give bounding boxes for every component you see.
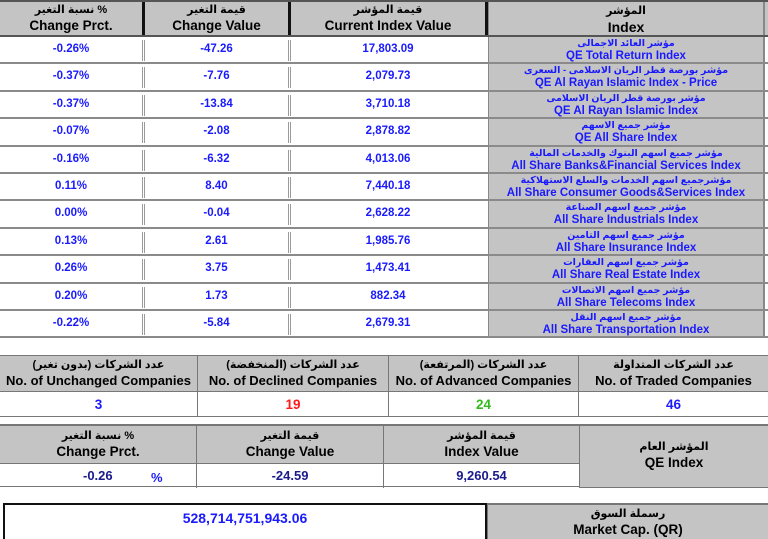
- index-name-cell[interactable]: مؤشر بورصة قطر الريان الاسلامى QE Al Rayan Islamic Index: [488, 92, 765, 117]
- change-prct-cell: -0.16%: [52, 152, 90, 165]
- qe-change-value-header: قيمة التغير Change Value: [197, 424, 383, 464]
- change-prct-cell: -0.37%: [52, 70, 90, 83]
- header-current-value: قيمة المؤشر Current Index Value: [324, 4, 452, 33]
- table-row[interactable]: [0, 147, 768, 174]
- change-prct-cell: 0.26%: [54, 262, 88, 275]
- qe-index-value: 9,260.54: [384, 465, 579, 487]
- current-value-cell: 1,985.76: [365, 234, 411, 247]
- table-row[interactable]: [0, 256, 768, 283]
- change-value-cell: -13.84: [200, 97, 233, 110]
- table-row[interactable]: [0, 201, 768, 228]
- change-value-cell: -47.26: [200, 43, 233, 55]
- table-row[interactable]: [0, 92, 768, 119]
- change-value-cell: -0.04: [203, 207, 230, 220]
- table-row[interactable]: [0, 284, 768, 311]
- traded-companies-value: 46: [579, 392, 768, 417]
- index-name-cell[interactable]: مؤشر جميع اسهم النقل All Share Transportation Index: [488, 311, 765, 336]
- change-value-cell: 2.61: [205, 234, 228, 247]
- declined-companies-header: عدد الشركات (المنخفضة) No. of Declined Companies: [198, 355, 388, 392]
- qe-index-label: المؤشر العام QE Index: [580, 424, 768, 488]
- current-value-cell: 2,878.82: [365, 125, 411, 138]
- index-name-cell[interactable]: مؤشر جميع اسهم الاتصالات All Share Telecoms Index: [488, 284, 765, 309]
- change-prct-cell: 0.20%: [54, 289, 88, 302]
- column-divider: [388, 355, 389, 417]
- table-row[interactable]: [0, 311, 768, 338]
- index-table-header: [0, 0, 768, 37]
- table-row[interactable]: [0, 229, 768, 256]
- change-prct-cell: -0.37%: [52, 97, 90, 110]
- index-name-cell[interactable]: مؤشر العائد الاجمالى QE Total Return Index: [488, 37, 765, 62]
- change-value-cell: 8.40: [205, 180, 228, 192]
- table-row[interactable]: [0, 174, 768, 201]
- change-value-cell: -5.84: [203, 317, 230, 329]
- change-value-cell: 1.73: [205, 289, 228, 302]
- change-prct-cell: 0.13%: [54, 234, 88, 247]
- header-index: المؤشر Index: [488, 2, 765, 35]
- declined-companies-value: 19: [198, 392, 388, 417]
- column-divider: [578, 355, 579, 417]
- current-value-cell: 4,013.06: [365, 152, 411, 165]
- header-change-value: قيمة التغير Change Value: [172, 4, 261, 33]
- change-prct-cell: -0.22%: [52, 317, 90, 329]
- column-divider: [383, 424, 384, 488]
- current-value-cell: 17,803.09: [362, 43, 414, 55]
- current-value-cell: 1,473.41: [365, 262, 411, 275]
- table-row[interactable]: [0, 119, 768, 146]
- header-change-prct: نسبة التغير % Change Prct.: [29, 4, 113, 33]
- table-row[interactable]: [0, 64, 768, 91]
- market-cap-value: 528,714,751,943.06: [182, 510, 308, 526]
- current-value-cell: 882.34: [370, 289, 406, 302]
- index-name-cell[interactable]: مؤشرجميع اسهم الخدمات والسلع الاستهلاكية All Share Consumer Goods&Services Index: [488, 174, 765, 199]
- change-value-cell: 3.75: [205, 262, 228, 275]
- index-name-cell[interactable]: مؤشر جميع اسهم التامين All Share Insurance Index: [488, 229, 765, 254]
- current-value-cell: 3,710.18: [365, 97, 411, 110]
- column-divider: [197, 355, 198, 417]
- index-name-cell[interactable]: مؤشر بورصة قطر الريان الاسلامى - السعرى QE Al Rayan Islamic Index - Price: [488, 64, 765, 89]
- qe-change-prct-value: -0.26 %: [0, 465, 196, 487]
- column-divider: [579, 424, 580, 488]
- change-prct-cell: -0.26%: [52, 43, 90, 55]
- unchanged-companies-header: عدد الشركات (بدون تغير) No. of Unchanged Companies: [0, 355, 197, 392]
- current-value-cell: 7,440.18: [365, 180, 411, 192]
- change-value-cell: -6.32: [203, 152, 230, 165]
- change-prct-cell: 0.11%: [55, 180, 87, 192]
- qe-change-value: -24.59: [197, 465, 383, 487]
- index-name-cell[interactable]: مؤشر جميع اسهم الصناعة All Share Industrials Index: [488, 201, 765, 226]
- change-prct-cell: 0.00%: [54, 207, 88, 220]
- index-name-cell[interactable]: مؤشر جميع اسهم البنوك والخدمات المالية All Share Banks&Financial Services Index: [488, 147, 765, 172]
- change-value-cell: -7.76: [203, 70, 230, 83]
- index-name-cell[interactable]: مؤشر جميع اسهم العقارات All Share Real Estate Index: [488, 256, 765, 281]
- unchanged-companies-value: 3: [0, 392, 197, 417]
- market-cap-header: رسملة السوق Market Cap. (QR): [487, 503, 768, 539]
- table-row[interactable]: [0, 37, 768, 64]
- change-value-cell: -2.08: [203, 125, 230, 138]
- qe-index-value-header: قيمة المؤشر Index Value: [384, 424, 579, 464]
- market-cap-value-box: [3, 503, 487, 539]
- current-value-cell: 2,079.73: [365, 70, 411, 83]
- advanced-companies-header: عدد الشركات (المرتفعة) No. of Advanced Companies: [389, 355, 578, 392]
- advanced-companies-value: 24: [389, 392, 578, 417]
- traded-companies-header: عدد الشركات المتداولة No. of Traded Companies: [579, 355, 768, 392]
- change-prct-cell: -0.07%: [52, 125, 90, 138]
- current-value-cell: 2,628.22: [365, 207, 411, 220]
- current-value-cell: 2,679.31: [365, 317, 411, 329]
- column-divider: [196, 424, 197, 488]
- index-name-cell[interactable]: مؤشر جميع الاسهم QE All Share Index: [488, 119, 765, 144]
- qe-change-prct-header: نسبة التغير % Change Prct.: [0, 424, 196, 464]
